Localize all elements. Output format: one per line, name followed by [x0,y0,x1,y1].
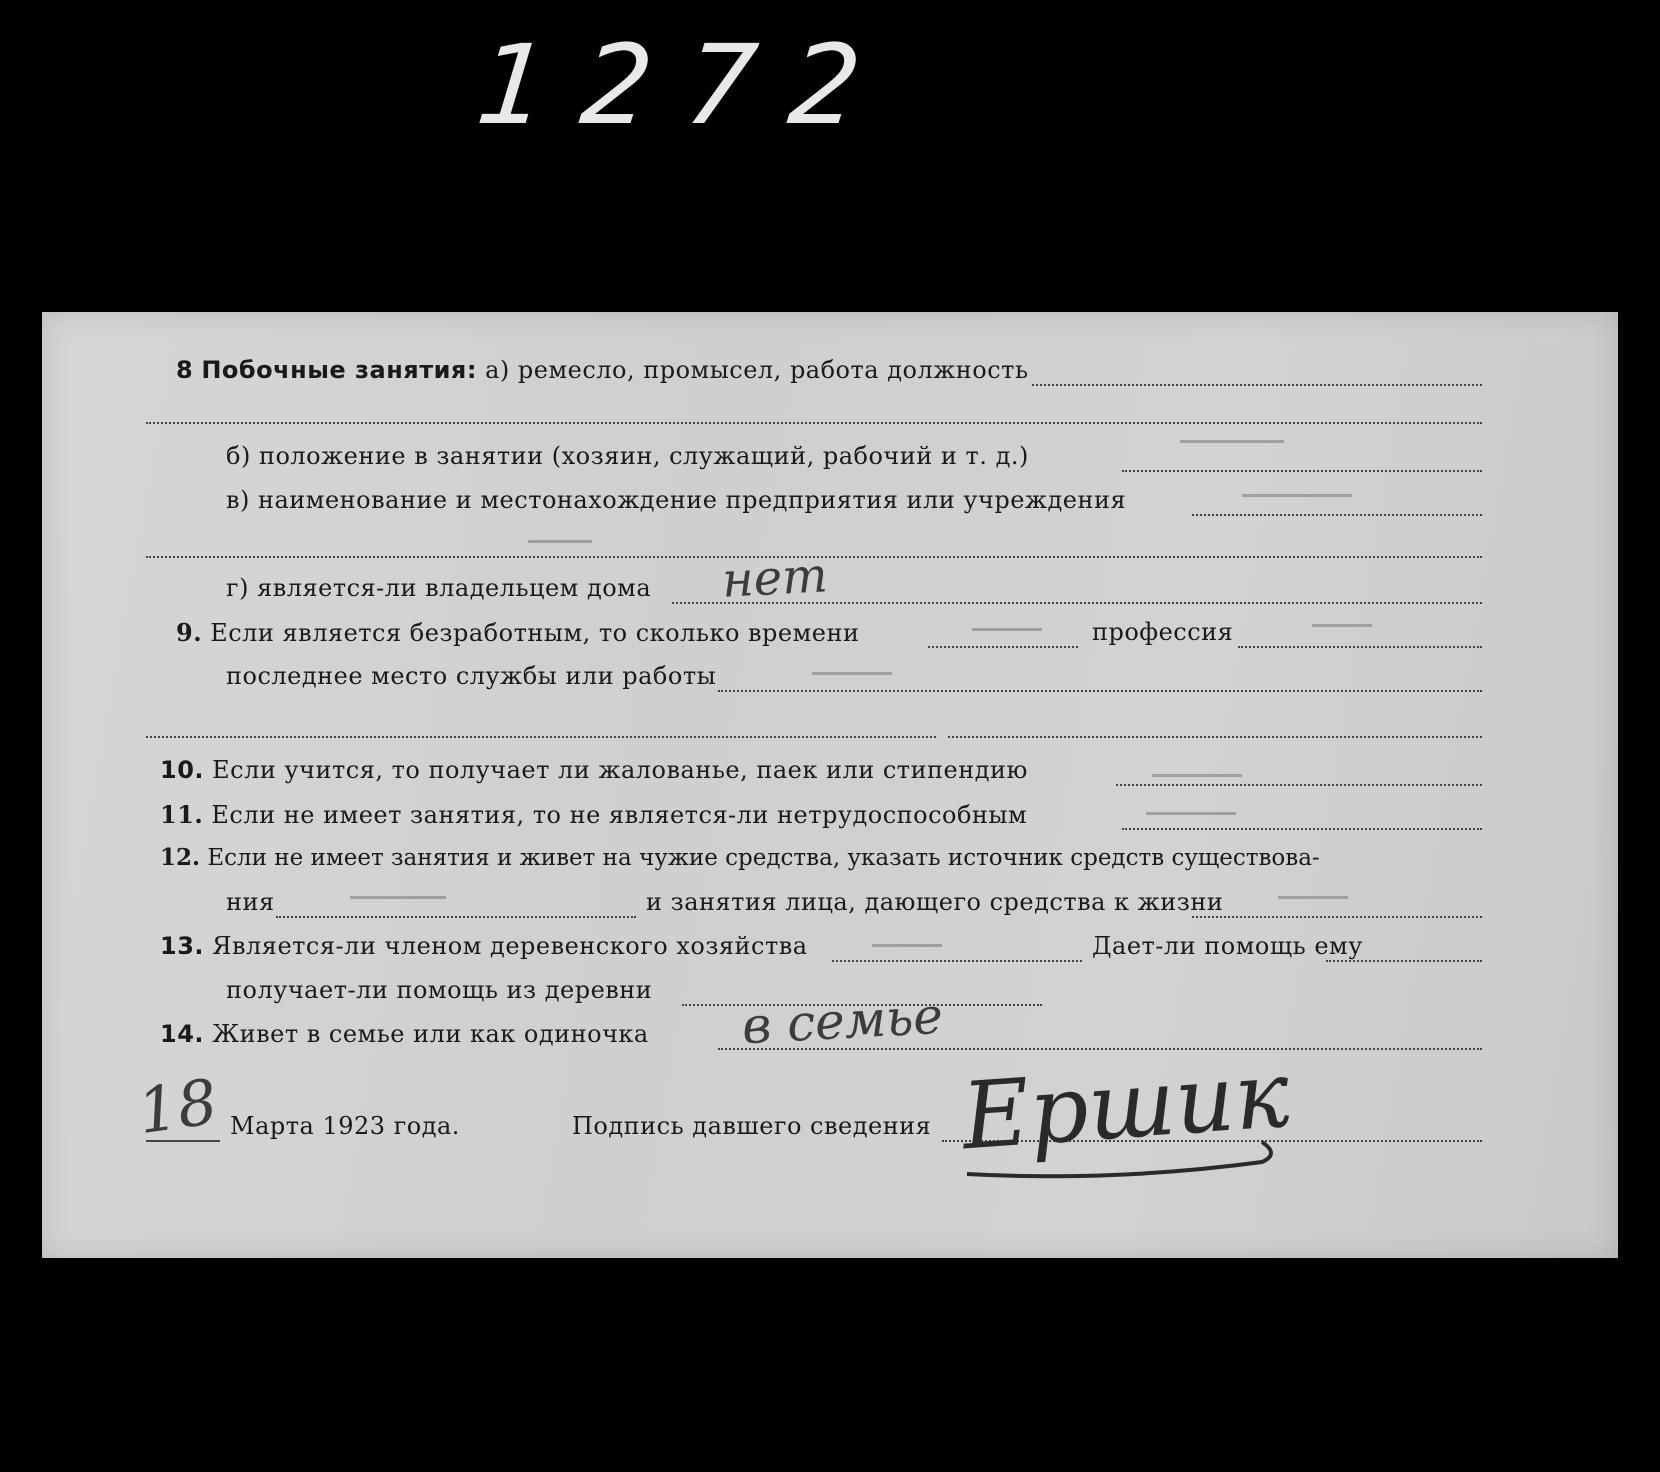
field-dash [1180,440,1284,443]
footer-signature-label: Подпись давшего сведения [572,1112,932,1140]
item-9-field-cont-right[interactable] [948,736,1482,738]
field-dash [812,672,892,675]
field-dash [872,944,942,947]
field-dash [972,628,1042,631]
field-dash [350,896,446,899]
item-10-row [160,756,1028,784]
signature: Ершик [958,1040,1293,1171]
item-9-profession-label: профессия [1092,618,1234,646]
field-dash [528,540,592,543]
field-dash [1242,494,1352,497]
item-9-time-field[interactable] [928,646,1078,648]
item-12-number: 12. [160,844,201,871]
item-12-row [160,844,1320,871]
item-13-help-field[interactable] [1326,960,1482,962]
item-14-text: Живет в семье или как одиночка [212,1020,649,1048]
item-9-text: Если является безработным, то сколько времени [210,619,860,647]
item-12-cont2: и занятия лица, дающего средства к жизни [646,888,1224,916]
item-13-number: 13. [160,932,205,960]
item-8b-text: б) положение в занятии (хозяин, служащий, рабочий и т. д.) [226,442,1029,470]
item-8-row [176,356,1029,384]
item-9-field-cont-left[interactable] [146,736,936,738]
field-dash [1312,624,1372,627]
item-13-row [160,932,808,960]
questionnaire-card [42,312,1618,1258]
item-11-row [160,800,1027,829]
item-8g-answer: нет [720,547,829,609]
field-dash [1146,812,1236,815]
item-8a-field[interactable] [1032,384,1482,386]
item-14-number: 14. [160,1020,205,1048]
field-dash [1278,896,1348,899]
item-14-answer: в семье [740,986,945,1056]
item-8g-text: г) является-ли владельцем дома [226,574,652,602]
item-10-text: Если учится, то получает ли жалованье, паек или стипендию [212,756,1028,784]
item-8a-text: а) ремесло, промысел, работа должность [485,356,1029,384]
item-13-text: Является-ли членом деревенского хозяйства [212,932,808,960]
item-12-cont: ния [226,888,275,916]
item-9-last-place-field[interactable] [718,690,1482,692]
field-dash [1152,774,1242,777]
item-9-row [176,618,859,647]
item-10-number: 10. [160,756,205,784]
item-9-profession-field[interactable] [1238,646,1482,648]
item-13-cont: получает-ли помощь из деревни [226,976,653,1004]
item-13-help-label: Дает-ли помощь ему [1092,932,1363,960]
footer-day: 18 [133,1064,222,1149]
item-13-member-field[interactable] [832,960,1082,962]
footer-day-field[interactable] [146,1140,220,1142]
item-9-last-place-label: последнее место службы или работы [226,662,717,690]
item-8b-field[interactable] [1122,470,1482,472]
item-8v-text: в) наименование и местонахождение предприятия или учреждения [226,486,1127,514]
item-10-field[interactable] [1116,784,1482,786]
item-8-label: Побочные занятия: [201,356,477,384]
item-8-number: 8 [176,356,194,384]
item-11-number: 11. [160,800,204,829]
item-11-text: Если не имеет занятия, то не является-ли нетрудоспособным [211,801,1028,829]
sheet-number: 1272 [471,21,901,149]
item-12-text: Если не имеет занятия и живет на чужие средства, указать источник средств существова- [207,845,1320,871]
footer-date: Марта 1923 года. [230,1112,460,1140]
item-8a-field-cont[interactable] [146,422,1482,424]
item-8v-field[interactable] [1192,514,1482,516]
item-14-row [160,1020,649,1048]
item-12-source-field[interactable] [276,916,636,918]
item-9-number: 9. [176,618,203,647]
signature-underline [962,1132,1282,1192]
item-12-person-field[interactable] [1192,916,1482,918]
item-11-field[interactable] [1122,828,1482,830]
